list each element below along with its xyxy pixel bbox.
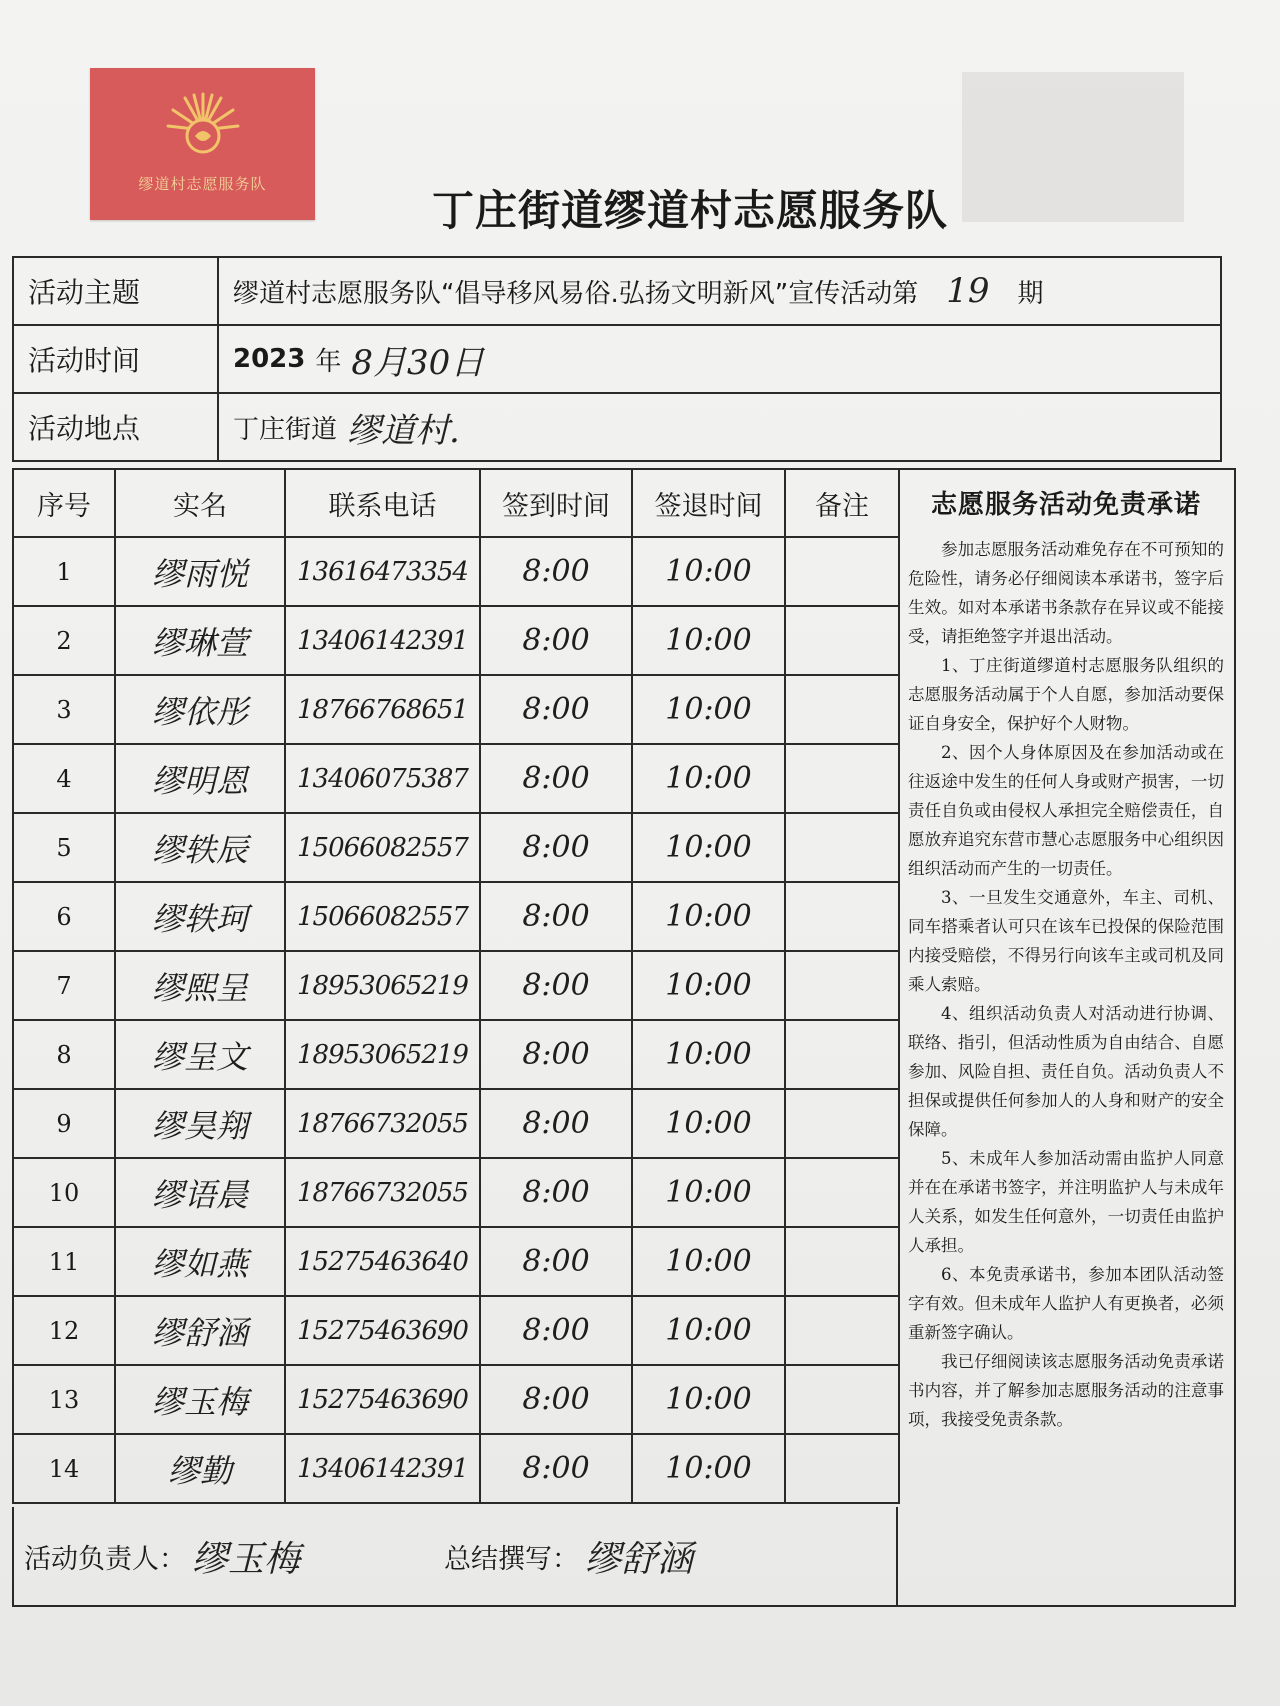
disclaimer-paragraph: 4、组织活动负责人对活动进行协调、联络、指引，但活动性质为自由结合、自愿参加、风险自担、责任自负。活动负责人不担保或提供任何参加人的人身和财产的安全保障。 (908, 1004, 1224, 1139)
date-handwritten: 8月30日 (351, 342, 485, 383)
theme-label: 活动主题 (14, 258, 219, 324)
disclaimer-paragraph: 我已仔细阅读该志愿服务活动免责承诺书内容，并了解参加志愿服务活动的注意事项，我接受免责条款。 (908, 1352, 1224, 1429)
time-row (14, 326, 1220, 394)
table-row (13, 1227, 899, 1296)
leader-block (14, 1531, 444, 1582)
row-number: 4 (13, 744, 115, 813)
note-cell (785, 813, 899, 882)
participant-name: 缪雨悦 (115, 537, 285, 606)
participant-name: 缪依彤 (115, 675, 285, 744)
checkout-time: 10:00 (632, 1434, 785, 1503)
attendance-header-row (13, 469, 899, 537)
place-value (219, 394, 1220, 460)
leader-label: 活动负责人： (24, 1543, 186, 1575)
team-flag-logo (90, 68, 315, 220)
disclaimer-body (908, 535, 1224, 1434)
checkout-time: 10:00 (632, 606, 785, 675)
table-row (13, 1365, 899, 1434)
participant-phone: 18766732055 (285, 1089, 480, 1158)
signature-footer (12, 1507, 898, 1607)
participant-name: 缪语晨 (115, 1158, 285, 1227)
participant-name: 缪舒涵 (115, 1296, 285, 1365)
issue-number: 19 (946, 271, 990, 311)
participant-name: 缪昊翔 (115, 1089, 285, 1158)
checkin-time: 8:00 (480, 1020, 632, 1089)
col-checkout: 签退时间 (632, 469, 785, 537)
table-row (13, 675, 899, 744)
year-value: 2023 (233, 344, 306, 374)
writer-block (444, 1531, 693, 1582)
row-number: 8 (13, 1020, 115, 1089)
checkin-time: 8:00 (480, 1089, 632, 1158)
participant-phone: 13406142391 (285, 606, 480, 675)
writer-signature: 缪舒涵 (585, 1538, 694, 1580)
checkin-time: 8:00 (480, 1158, 632, 1227)
participant-name: 缪轶辰 (115, 813, 285, 882)
checkin-time: 8:00 (480, 744, 632, 813)
row-number: 9 (13, 1089, 115, 1158)
disclaimer-paragraph: 3、一旦发生交通意外，车主、司机、同车搭乘者认可只在该车已投保的保险范围内接受赔偿，不得另行向该车主或司机及同乘人索赔。 (908, 888, 1224, 994)
note-cell (785, 1296, 899, 1365)
participant-name: 缪呈文 (115, 1020, 285, 1089)
row-number: 1 (13, 537, 115, 606)
row-number: 6 (13, 882, 115, 951)
disclaimer-panel (898, 468, 1236, 1607)
note-cell (785, 1227, 899, 1296)
checkout-time: 10:00 (632, 675, 785, 744)
participant-name: 缪熙呈 (115, 951, 285, 1020)
row-number: 3 (13, 675, 115, 744)
checkout-time: 10:00 (632, 1227, 785, 1296)
note-cell (785, 1158, 899, 1227)
table-row (13, 537, 899, 606)
year-unit: 年 (315, 346, 342, 377)
col-note: 备注 (785, 469, 899, 537)
note-cell (785, 606, 899, 675)
sun-emblem-icon (163, 86, 243, 166)
place-prefix: 丁庄街道 (233, 414, 338, 445)
participant-phone: 13616473354 (285, 537, 480, 606)
attendance-table (12, 468, 900, 1504)
participant-phone: 18766768651 (285, 675, 480, 744)
row-number: 13 (13, 1365, 115, 1434)
disclaimer-paragraph: 参加志愿服务活动难免存在不可预知的危险性，请务必仔细阅读本承诺书，签字后生效。如对本承诺书条款存在异议或不能接受，请拒绝签字并退出活动。 (908, 540, 1224, 646)
checkin-time: 8:00 (480, 1227, 632, 1296)
checkin-time: 8:00 (480, 813, 632, 882)
checkin-time: 8:00 (480, 1365, 632, 1434)
checkout-time: 10:00 (632, 882, 785, 951)
attendance-rows (13, 537, 899, 1503)
participant-phone: 15066082557 (285, 882, 480, 951)
participant-phone: 13406142391 (285, 1434, 480, 1503)
participant-name: 缪勤 (115, 1434, 285, 1503)
checkin-time: 8:00 (480, 1296, 632, 1365)
note-cell (785, 951, 899, 1020)
checkin-time: 8:00 (480, 951, 632, 1020)
note-cell (785, 1434, 899, 1503)
checkout-time: 10:00 (632, 537, 785, 606)
checkin-time: 8:00 (480, 882, 632, 951)
disclaimer-paragraph: 6、本免责承诺书，参加本团队活动签字有效。但未成年人监护人有更换者，必须重新签字确认。 (908, 1265, 1224, 1342)
table-row (13, 606, 899, 675)
checkin-time: 8:00 (480, 675, 632, 744)
participant-name: 缪轶珂 (115, 882, 285, 951)
row-number: 14 (13, 1434, 115, 1503)
place-handwritten: 缪道村. (347, 410, 460, 451)
leader-signature: 缪玉梅 (192, 1538, 301, 1580)
table-row (13, 1434, 899, 1503)
page-title: 丁庄街道缪道村志愿服务队 (431, 186, 948, 235)
note-cell (785, 1365, 899, 1434)
col-seq: 序号 (13, 469, 115, 537)
checkout-time: 10:00 (632, 1296, 785, 1365)
note-cell (785, 675, 899, 744)
writer-label: 总结撰写： (444, 1543, 579, 1575)
theme-text: 缪道村志愿服务队“倡导移风易俗.弘扬文明新风”宣传活动第 (233, 278, 919, 309)
note-cell (785, 882, 899, 951)
table-row (13, 951, 899, 1020)
participant-phone: 15275463640 (285, 1227, 480, 1296)
checkin-time: 8:00 (480, 537, 632, 606)
disclaimer-paragraph: 2、因个人身体原因及在参加活动或在往返途中发生的任何人身或财产损害，一切责任自负或由侵权人承担完全赔偿责任，自愿放弃追究东营市慧心志愿服务中心组织因组织活动而产生的一切责任。 (908, 743, 1224, 878)
place-label: 活动地点 (14, 394, 219, 460)
col-name: 实名 (115, 469, 285, 537)
theme-row (14, 258, 1220, 326)
table-row (13, 1089, 899, 1158)
theme-value (219, 258, 1220, 324)
checkout-time: 10:00 (632, 1089, 785, 1158)
note-cell (785, 1089, 899, 1158)
row-number: 7 (13, 951, 115, 1020)
checkout-time: 10:00 (632, 1365, 785, 1434)
place-row (14, 394, 1220, 462)
participant-phone: 18766732055 (285, 1158, 480, 1227)
table-row (13, 882, 899, 951)
table-row (13, 1020, 899, 1089)
table-row (13, 1296, 899, 1365)
checkout-time: 10:00 (632, 744, 785, 813)
row-number: 11 (13, 1227, 115, 1296)
participant-phone: 13406075387 (285, 744, 480, 813)
participant-phone: 18953065219 (285, 1020, 480, 1089)
disclaimer-title: 志愿服务活动免责承诺 (930, 490, 1201, 520)
participant-name: 缪琳萱 (115, 606, 285, 675)
flag-caption: 缪道村志愿服务队 (138, 175, 267, 193)
row-number: 10 (13, 1158, 115, 1227)
participant-phone: 15066082557 (285, 813, 480, 882)
time-value (219, 326, 1220, 392)
checkout-time: 10:00 (632, 813, 785, 882)
checkout-time: 10:00 (632, 1020, 785, 1089)
note-cell (785, 537, 899, 606)
disclaimer-paragraph: 5、未成年人参加活动需由监护人同意并在在承诺书签字，并注明监护人与未成年人关系，如发生任何意外，一切责任由监护人承担。 (908, 1149, 1224, 1255)
checkout-time: 10:00 (632, 1158, 785, 1227)
checkin-time: 8:00 (480, 606, 632, 675)
checkin-time: 8:00 (480, 1434, 632, 1503)
col-checkin: 签到时间 (480, 469, 632, 537)
participant-name: 缪明恩 (115, 744, 285, 813)
note-cell (785, 1020, 899, 1089)
row-number: 12 (13, 1296, 115, 1365)
checkout-time: 10:00 (632, 951, 785, 1020)
participant-name: 缪玉梅 (115, 1365, 285, 1434)
time-label: 活动时间 (14, 326, 219, 392)
table-row (13, 1158, 899, 1227)
participant-phone: 15275463690 (285, 1296, 480, 1365)
table-row (13, 813, 899, 882)
row-number: 5 (13, 813, 115, 882)
table-row (13, 744, 899, 813)
activity-info-table (12, 256, 1222, 462)
disclaimer-paragraph: 1、丁庄街道缪道村志愿服务队组织的志愿服务活动属于个人自愿，参加活动要保证自身安全，保护好个人财物。 (908, 656, 1224, 733)
participant-phone: 15275463690 (285, 1365, 480, 1434)
row-number: 2 (13, 606, 115, 675)
participant-name: 缪如燕 (115, 1227, 285, 1296)
col-phone: 联系电话 (285, 469, 480, 537)
issue-suffix: 期 (1017, 278, 1044, 309)
participant-phone: 18953065219 (285, 951, 480, 1020)
note-cell (785, 744, 899, 813)
